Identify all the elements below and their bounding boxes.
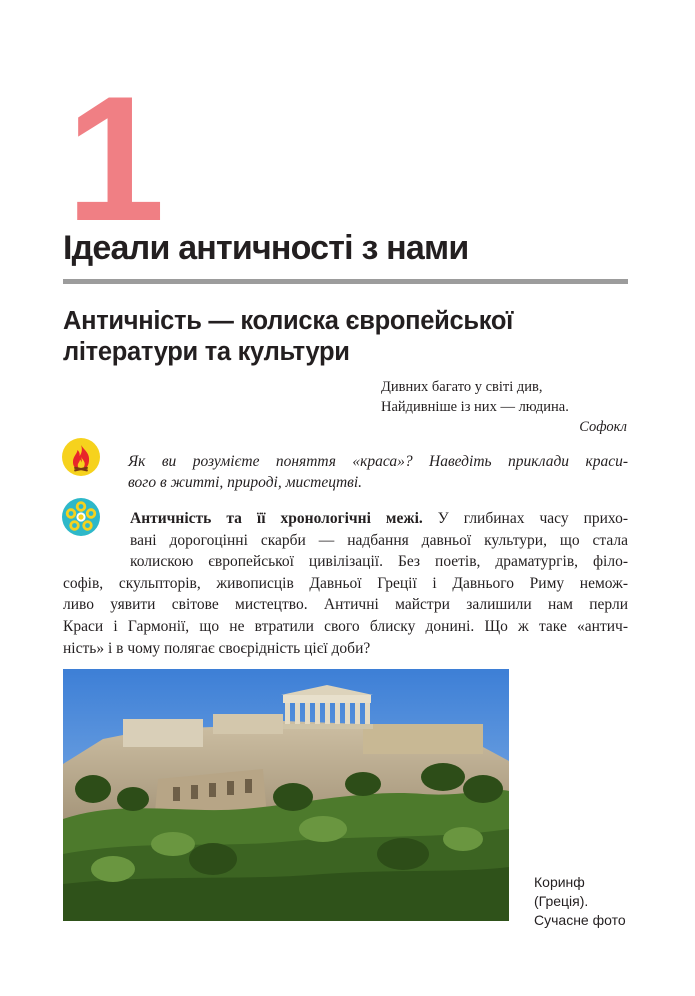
epigraph-line-1: Дивних багато у світі див, xyxy=(381,379,543,395)
caption-line-2: (Греція). xyxy=(534,893,589,909)
body-line-7: ність» і в чому полягає своєрідність цієї доби? xyxy=(63,639,371,657)
epigraph-author: Софокл xyxy=(579,419,627,435)
discussion-question xyxy=(128,451,628,493)
caption-line-3: Сучасне фото xyxy=(534,912,626,928)
chapter-divider xyxy=(63,279,628,284)
caption-line-1: Коринф xyxy=(534,874,585,890)
epigraph xyxy=(381,377,627,437)
body-line-6: Краси і Гармонії, що не втратили свого блиску донині. Що ж таке «антич- xyxy=(63,617,628,635)
section-title-line-1: Античність — колиска європейської xyxy=(63,307,514,335)
body-line-5: ливо уявити світове мистецтво. Античні майстри залишили нам перли xyxy=(63,596,628,614)
body-line-1 xyxy=(63,508,628,530)
body-line-3: колискою європейської цивілізації. Без поетів, драматургів, філо- xyxy=(130,553,628,571)
body-line-2: вані дорогоцінні скарби — надбання давньої культури, що стала xyxy=(130,531,628,549)
section-title-line-2: літератури та культури xyxy=(63,338,350,366)
body-paragraph xyxy=(63,508,628,659)
acropolis-photo xyxy=(63,669,509,921)
question-line-1: Як ви розумієте поняття «краса»? Наведіть приклади краси- xyxy=(128,453,628,470)
chapter-number: 1 xyxy=(66,59,161,258)
question-line-2: вого в житті, природі, мистецтві. xyxy=(128,474,363,491)
body-line-4: софів, скульпторів, живописців Давньої Греції і Давнього Риму немож- xyxy=(63,574,628,592)
body-line-1-rest: У глибинах часу прихо- xyxy=(422,510,628,527)
paragraph-heading: Античність та її хронологічні межі. xyxy=(130,510,423,527)
epigraph-line-2: Найдивніше із них — людина. xyxy=(381,399,569,415)
fire-icon xyxy=(61,437,101,477)
photo-caption xyxy=(534,873,634,930)
section-title xyxy=(63,306,623,368)
chapter-title: Ідеали античності з нами xyxy=(63,229,469,267)
